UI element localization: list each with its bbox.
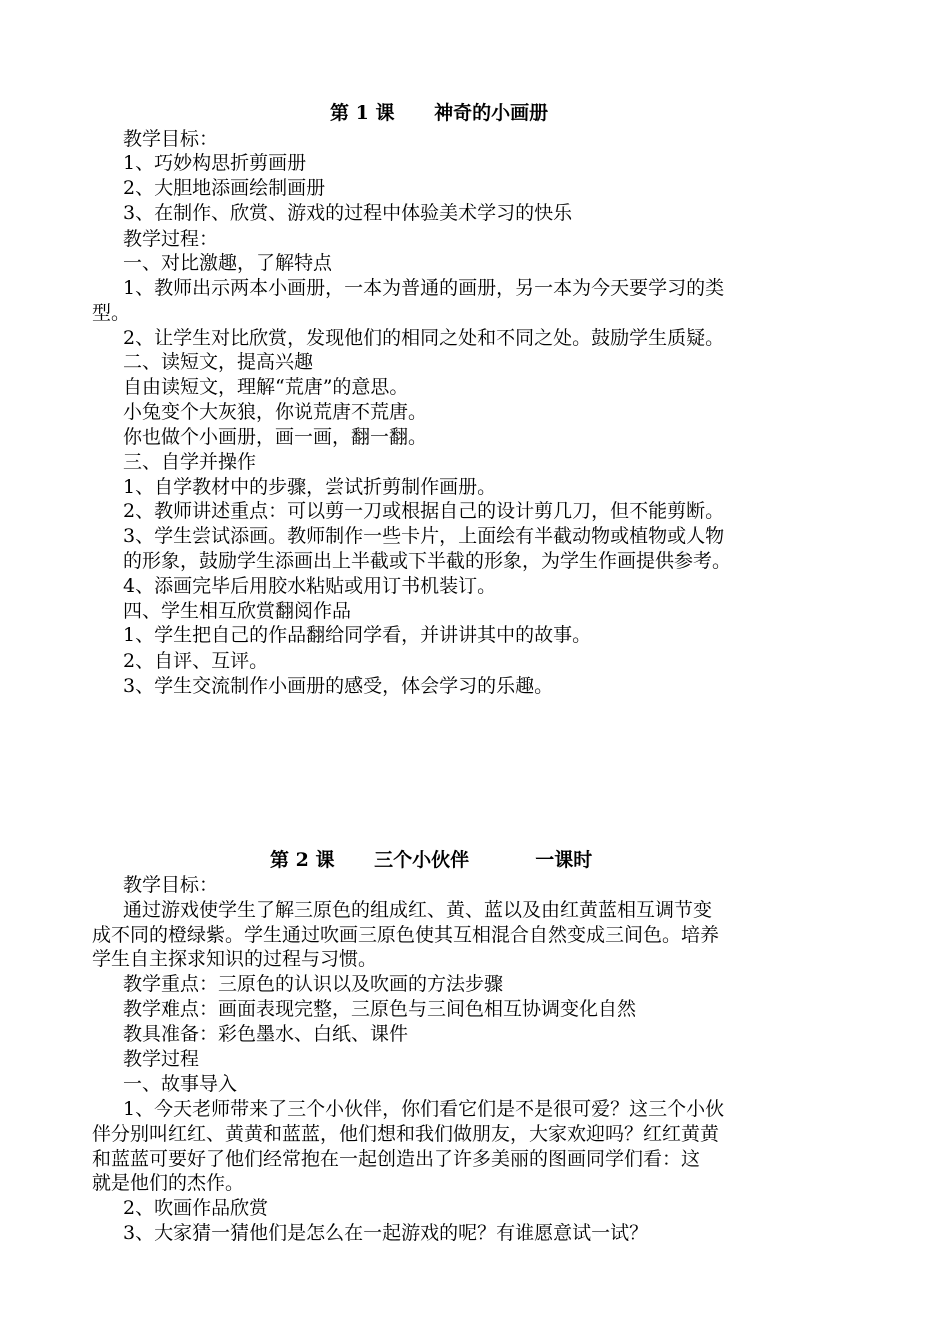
lesson2-title: 第 2 课 三个小伙伴 一课时 (270, 849, 593, 871)
lesson1-line: 三、自学并操作 (123, 451, 257, 473)
lesson2-line: 通过游戏使学生了解三原色的组成红、黄、蓝以及由红黄蓝相互调节变 (123, 899, 713, 921)
lesson2-line: 成不同的橙绿紫。学生通过吹画三原色使其互相混合自然变成三间色。培养 (92, 924, 720, 946)
lesson1-line: 教学过程： (123, 228, 219, 250)
lesson1-line: 2、大胆地添画绘制画册 (123, 177, 326, 199)
lesson2-line: 就是他们的杰作。 (92, 1172, 245, 1194)
lesson1-line: 一、对比激趣，了解特点 (123, 252, 333, 274)
lesson1-line: 小兔变个大灰狼，你说荒唐不荒唐。 (123, 401, 428, 423)
lesson1-line: 四、学生相互欣赏翻阅作品 (123, 600, 352, 622)
lesson1-line: 1、学生把自己的作品翻给同学看，并讲讲其中的故事。 (123, 624, 592, 646)
lesson2-line: 1、今天老师带来了三个小伙伴，你们看它们是不是很可爱？这三个小伙 (123, 1098, 725, 1120)
lesson2-line: 伴分别叫红红、黄黄和蓝蓝，他们想和我们做朋友，大家欢迎吗？红红黄黄 (92, 1123, 720, 1145)
lesson1-line: 二、读短文，提高兴趣 (123, 351, 314, 373)
lesson2-line: 教学过程 (123, 1048, 200, 1070)
lesson1-line: 3、在制作、欣赏、游戏的过程中体验美术学习的快乐 (123, 202, 573, 224)
lesson1-line: 教学目标： (123, 128, 219, 150)
lesson1-line: 1、巧妙构思折剪画册 (123, 152, 307, 174)
lesson2-line: 教学重点：三原色的认识以及吹画的方法步骤 (123, 973, 504, 995)
lesson1-line: 2、让学生对比欣赏，发现他们的相同之处和不同之处。鼓励学生质疑。 (123, 327, 725, 349)
lesson2-line: 2、吹画作品欣赏 (123, 1197, 269, 1219)
lesson2-line: 教学目标： (123, 874, 219, 896)
lesson1-line: 型。 (92, 302, 131, 324)
lesson1-line: 2、自评、互评。 (123, 650, 269, 672)
lesson1-line: 1、教师出示两本小画册，一本为普通的画册，另一本为今天要学习的类 (123, 277, 725, 299)
lesson1-line: 2、教师讲述重点：可以剪一刀或根据自己的设计剪几刀，但不能剪断。 (123, 500, 725, 522)
lesson2-line: 3、大家猜一猜他们是怎么在一起游戏的呢？有谁愿意试一试？ (123, 1222, 649, 1244)
lesson1-line: 4、添画完毕后用胶水粘贴或用订书机装订。 (123, 575, 497, 597)
lesson1-line: 的形象，鼓励学生添画出上半截或下半截的形象，为学生作画提供参考。 (123, 550, 732, 572)
lesson2-line: 学生自主探求知识的过程与习惯。 (92, 948, 378, 970)
lesson1-line: 你也做个小画册，画一画，翻一翻。 (123, 426, 428, 448)
lesson1-title: 第 1 课 神奇的小画册 (330, 102, 549, 124)
lesson2-line: 和蓝蓝可要好了他们经常抱在一起创造出了许多美丽的图画同学们看：这 (92, 1148, 701, 1170)
lesson1-line: 3、学生交流制作小画册的感受，体会学习的乐趣。 (123, 675, 554, 697)
lesson2-line: 教具准备：彩色墨水、白纸、课件 (123, 1023, 409, 1045)
lesson2-line: 一、故事导入 (123, 1073, 238, 1095)
lesson1-line: 1、自学教材中的步骤，尝试折剪制作画册。 (123, 476, 497, 498)
lesson1-line: 3、学生尝试添画。教师制作一些卡片，上面绘有半截动物或植物或人物 (123, 525, 725, 547)
lesson1-line: 自由读短文，理解“荒唐”的意思。 (123, 376, 409, 398)
lesson2-line: 教学难点：画面表现完整，三原色与三间色相互协调变化自然 (123, 998, 637, 1020)
